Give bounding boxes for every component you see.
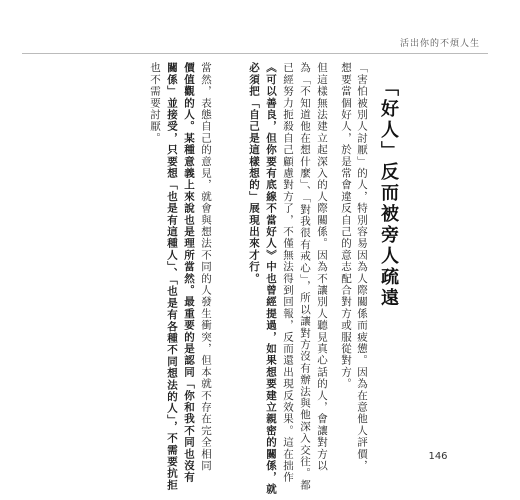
page-number: 146: [428, 451, 448, 462]
body-line-4: 為「不知道他在想什麼」、「對我很有戒心」，所以讓對方沒有辦法與他深入交往。都: [299, 62, 311, 491]
body-line-8: 當然，表態自己的意見，就會與想法不同的人發生衝突，但本就不存在完全相同: [200, 62, 212, 472]
body-line-6: 《可以善良，但你要有底線不當好人》中也曾經提過，如果想要建立親密的關係，就: [265, 62, 277, 495]
body-line-2: 想要當個好人，於是常會違反自己的意志配合對方或服從對方。: [340, 62, 352, 390]
header-rule: [22, 53, 488, 54]
body-line-3: 但這樣無法建立起深入的人際關係。因為不讓別人聽見真心話的人，會讓對方以: [316, 62, 328, 472]
body-line-5: 已經努力扼殺自己顧慮對方了，不僅無法得到回報，反而還出現反效果。這在拙作: [282, 62, 294, 484]
running-head: 活出你的不煩人生: [400, 39, 481, 49]
body-line-10: 關係」並接受，只要想「也是有這種人」、「也是有各種不同想法的人」，不需要抗拒: [166, 62, 178, 491]
body-line-7: 必須把「自己是這樣想的」展現出來才行。: [248, 62, 260, 285]
body-line-1: 「害怕被別人討厭」的人，特別容易因為人際關係而疲憊。因為在意他人評價，: [356, 62, 368, 472]
body-line-9: 價值觀的人。某種意義上來說也是理所當然。最重要的是認同「你和我不同也沒有: [183, 62, 195, 484]
section-heading: 「好人」反而被旁人疏遠: [378, 78, 399, 309]
body-line-11: 也不需要討厭。: [149, 62, 161, 144]
